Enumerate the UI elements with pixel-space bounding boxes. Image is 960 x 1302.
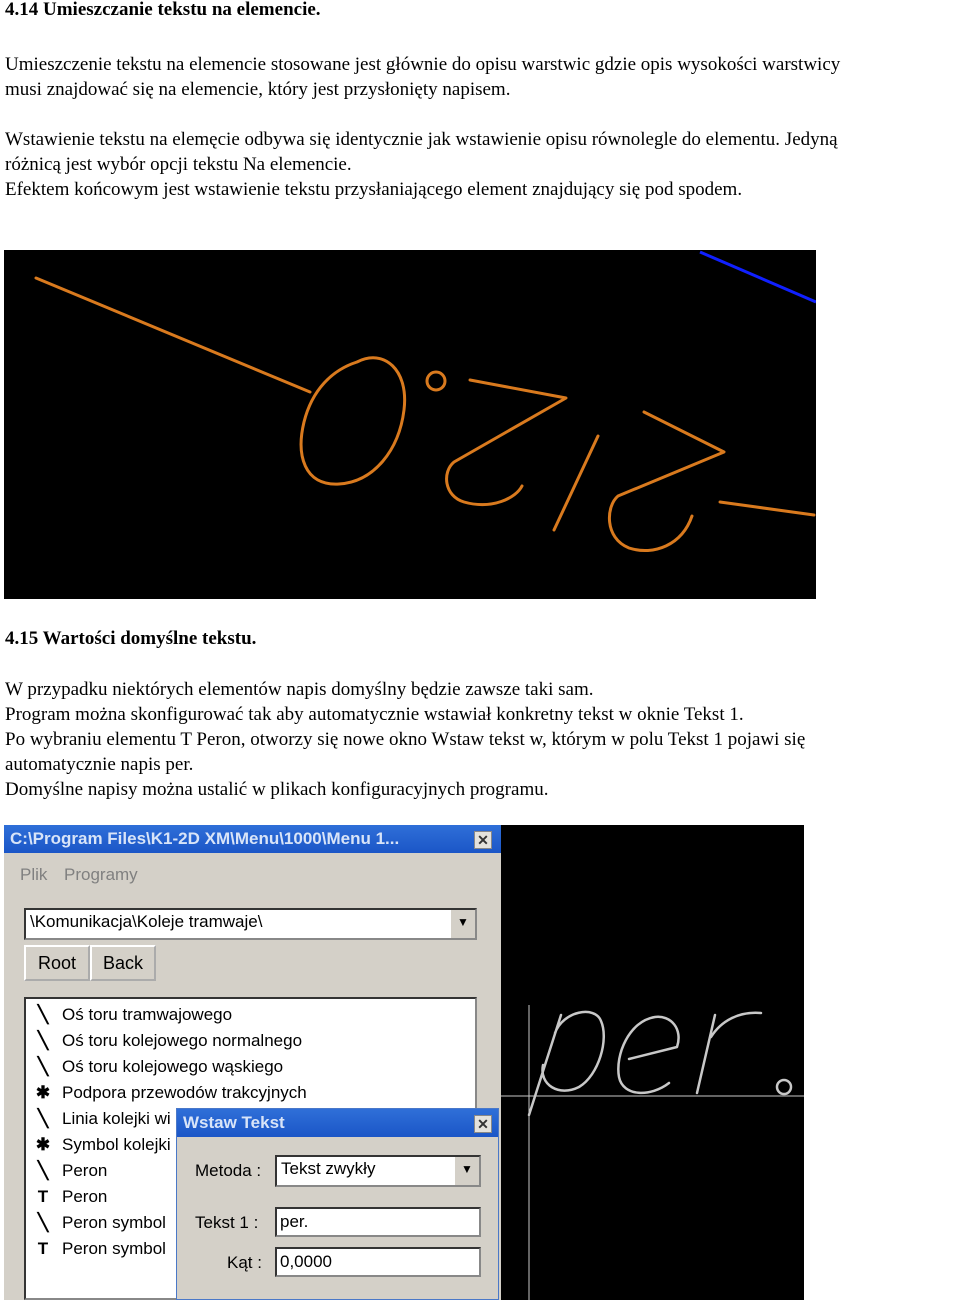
chevron-down-icon[interactable]: ▼ <box>450 910 475 938</box>
glyph-slash <box>554 436 598 530</box>
list-item[interactable] <box>32 1184 107 1210</box>
list-item[interactable] <box>32 1028 302 1054</box>
glyph-r <box>697 1013 761 1093</box>
insert-text-dialog-titlebar[interactable] <box>177 1109 498 1137</box>
line-icon: ╲ <box>37 1031 49 1050</box>
path-combobox[interactable] <box>24 908 477 940</box>
list-item[interactable] <box>32 1236 166 1262</box>
angle-input[interactable]: 0,0000 <box>275 1247 481 1277</box>
line-icon: ╲ <box>37 1161 49 1180</box>
element-line-right <box>720 502 814 515</box>
glyph-dot <box>777 1080 791 1094</box>
list-item-label: Peron symbol <box>62 1213 166 1232</box>
list-item-label: Oś toru kolejowego normalnego <box>62 1031 303 1050</box>
list-item[interactable] <box>32 1106 171 1132</box>
cad-text-on-element-figure <box>4 250 816 599</box>
method-select-value: Tekst zwykły <box>281 1159 376 1178</box>
paragraph-line: musi znajdować się na elemencie, który jest przysłonięty napisem. <box>5 79 511 100</box>
list-item[interactable] <box>32 1054 283 1080</box>
method-label: Metoda : <box>195 1161 262 1180</box>
chevron-down-icon[interactable]: ▼ <box>454 1157 479 1185</box>
line-icon: ╲ <box>37 1213 49 1232</box>
paragraph-line: automatycznie napis per. <box>5 754 194 775</box>
close-icon[interactable]: ✕ <box>474 1115 492 1133</box>
list-item-label: Peron <box>62 1161 108 1180</box>
cad-canvas <box>499 825 804 1300</box>
path-combobox-value: \Komunikacja\Koleje tramwaje\ <box>30 912 263 931</box>
glyph-dot <box>427 372 445 390</box>
list-item-label: Oś toru kolejowego wąskiego <box>62 1057 284 1076</box>
angle-label: Kąt : <box>227 1253 262 1272</box>
symbol-icon: ✱ <box>35 1083 51 1102</box>
menu-programy[interactable]: Programy <box>64 865 138 884</box>
line-icon: ╲ <box>37 1057 49 1076</box>
symbol-icon: ✱ <box>35 1135 51 1154</box>
element-line-blue <box>700 252 816 302</box>
paragraph-line: Po wybraniu elementu T Peron, otworzy się nowe okno Wstaw tekst w, którym w polu Tekst 1 pojawi się <box>5 729 806 750</box>
per-text-drawing <box>529 1012 791 1115</box>
close-icon[interactable]: ✕ <box>474 831 492 849</box>
list-item[interactable] <box>32 1132 171 1158</box>
list-item[interactable] <box>32 1002 232 1028</box>
text-icon: T <box>37 1187 49 1206</box>
glyph-two-first <box>447 380 566 505</box>
line-icon: ╲ <box>37 1005 49 1024</box>
list-item-label: Podpora przewodów trakcyjnych <box>62 1083 307 1102</box>
paragraph-line: Domyślne napisy można ustalić w plikach konfiguracyjnych programu. <box>5 779 549 800</box>
paragraph-line: Umieszczenie tekstu na elemencie stosowane jest głównie do opisu warstwic gdzie opis wysokości warstwicy <box>5 54 841 75</box>
line-icon: ╲ <box>37 1109 49 1128</box>
section-heading-4-15: 4.15 Wartości domyślne tekstu. <box>5 628 257 649</box>
menu-window-titlebar[interactable] <box>4 825 501 853</box>
list-item-label: Oś toru tramwajowego <box>62 1005 233 1024</box>
insert-text-dialog-title: Wstaw Tekst <box>183 1113 285 1132</box>
cad-drawing <box>4 250 816 599</box>
list-item-label: Symbol kolejki <box>62 1135 171 1154</box>
menu-window-title: C:\Program Files\K1-2D XM\Menu\1000\Menu 1... <box>10 829 400 848</box>
glyph-p <box>529 1012 604 1115</box>
paragraph-line: Program można skonfigurować tak aby automatycznie wstawiał konkretny tekst w oknie Tekst 1. <box>5 704 744 725</box>
list-item-label: Peron <box>62 1187 108 1206</box>
glyph-zero <box>301 358 404 484</box>
insert-text-dialog <box>176 1108 499 1300</box>
glyph-two-second <box>609 412 724 551</box>
list-item[interactable] <box>32 1210 166 1236</box>
text1-input[interactable]: per. <box>275 1207 481 1237</box>
paragraph-line: różnicą jest wybór opcji tekstu Na elemencie. <box>5 154 352 175</box>
paragraph-line: W przypadku niektórych elementów napis domyślny będzie zawsze taki sam. <box>5 679 594 700</box>
text-icon: T <box>37 1239 49 1258</box>
back-button[interactable]: Back <box>90 945 156 981</box>
element-line-left <box>36 278 310 392</box>
section-heading-4-14: 4.14 Umieszczanie tekstu na elemencie. <box>5 0 321 20</box>
list-item-label: Linia kolejki wi <box>62 1109 171 1128</box>
method-select[interactable] <box>275 1155 481 1187</box>
program-screenshot <box>4 825 804 1300</box>
list-item-label: Peron symbol <box>62 1239 166 1258</box>
menu-plik[interactable]: Plik <box>20 865 48 884</box>
glyph-e <box>618 1017 678 1093</box>
list-item[interactable] <box>32 1080 307 1106</box>
paragraph-line: Efektem końcowym jest wstawienie tekstu przysłaniającego element znajdujący się pod spodem. <box>5 179 743 200</box>
paragraph-line: Wstawienie tekstu na elemęcie odbywa się identycznie jak wstawienie opisu równolegle do elementu. Jedyną <box>5 129 838 150</box>
root-button[interactable]: Root <box>24 945 90 981</box>
text1-label: Tekst 1 : <box>195 1213 259 1232</box>
list-item[interactable] <box>32 1158 107 1184</box>
